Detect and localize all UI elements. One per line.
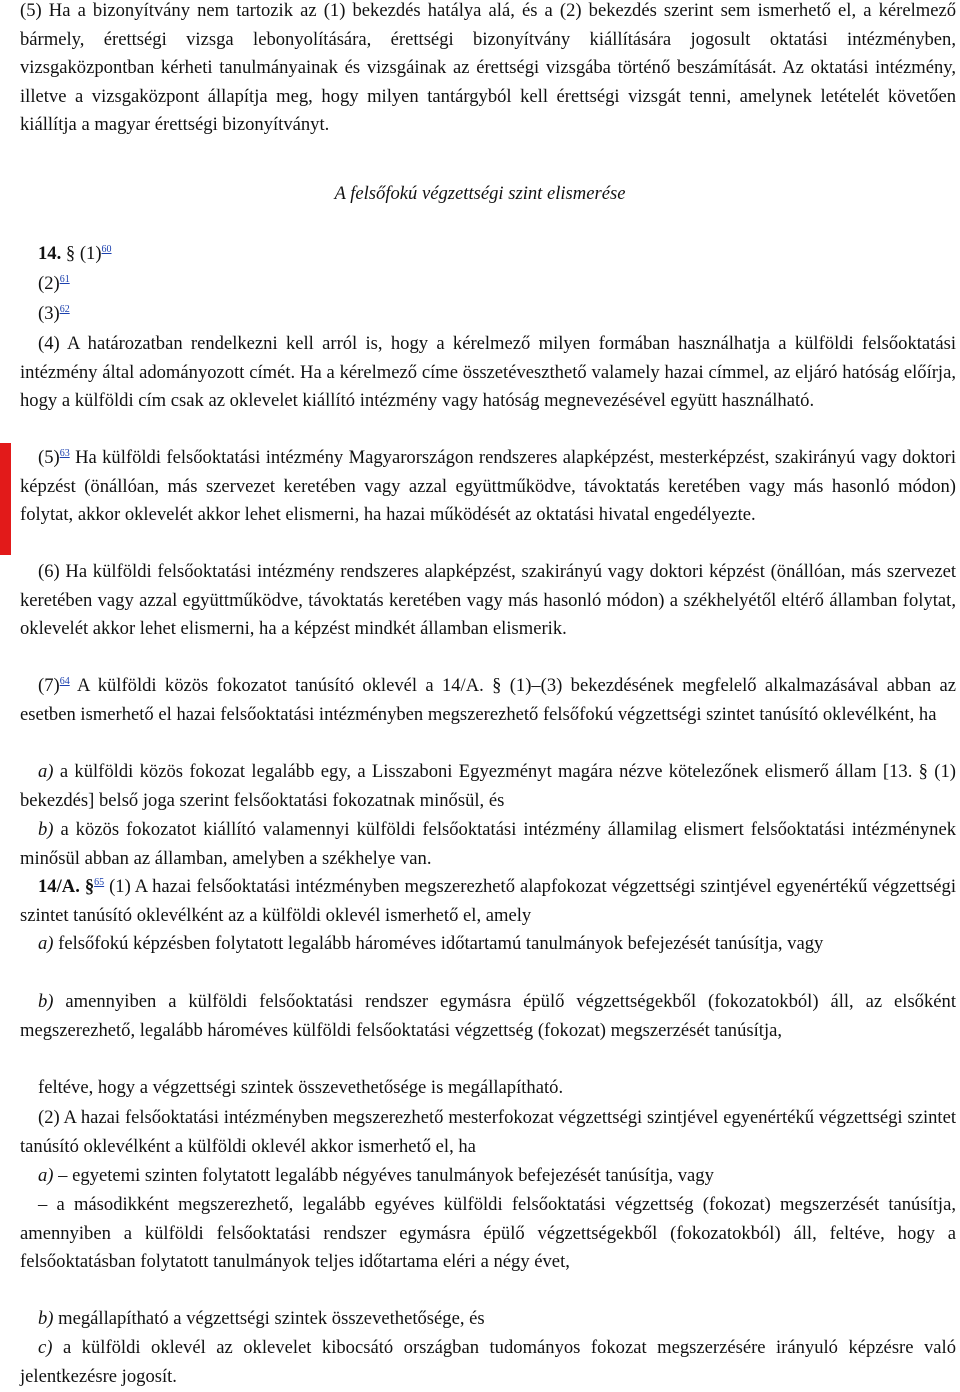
footnote-link-65[interactable]: 65 xyxy=(94,876,105,888)
point-mark: b) xyxy=(38,991,54,1012)
subsection-text: (1) A hazai felsőoktatási intézményben megszerezhető alapfokozat végzettségi szintjével egyenértékű végzettségi szintet tanúsító oklevélként az a külföldi oklevél ismerhető el, amely xyxy=(20,876,956,926)
section-14a-2-a-dash2: – a másodikként megszerezhető, legalább egyéves külföldi felsőoktatási végzettség (fokozat) megszerzését tanúsítja, amennyiben a külföldi felsőoktatási rendszer egymásra épülő végzettségekből (fokozatokból) áll, feltéve, hogy a felsőoktatásban folytatott tanulmányok teljes időtartama eléri a négy évet, xyxy=(20,1194,956,1273)
point-mark: c) xyxy=(38,1337,53,1358)
section-14a-2-c xyxy=(20,1334,956,1391)
point-mark: a) xyxy=(38,761,54,782)
section-14-4: (4) A határozatban rendelkezni kell arról is, hogy a kérelmező milyen formában használhatja a külföldi felsőoktatási intézmény által adományozott címét. Ha a kérelmező címe összetéveszthető valamely hazai címmel, az eljáró hatóság előírja, hogy a külföldi cím csak az oklevelet kiállító intézmény vagy hatóság megnevezésével együtt használható. xyxy=(20,333,956,412)
point-text: a külföldi közös fokozat legalább egy, a Lisszaboni Egyezményt magára nézve kötelezőnek elismerő állam [13. § (1) bekezdés] belső joga szerint felsőoktatási fokozatnak minősül, és xyxy=(20,761,956,811)
footnote-link-61[interactable]: 61 xyxy=(59,273,70,285)
section-14a-2: (2) A hazai felsőoktatási intézményben megszerezhető mesterfokozat végzettségi szintjével egyenértékű végzettségi szintet tanúsító oklevélként a külföldi oklevél akkor ismerhető el, ha xyxy=(20,1107,956,1157)
subsection-label: (1) xyxy=(79,243,102,264)
footnote-link-64[interactable]: 64 xyxy=(59,675,70,687)
section-14-2 xyxy=(38,270,956,299)
section-14a-1-tail: feltéve, hogy a végzettségi szintek összevethetősége is megállapítható. xyxy=(38,1077,564,1098)
section-14a-1 xyxy=(20,873,956,930)
subsection-text: A külföldi közös fokozatot tanúsító oklevél a 14/A. § (1)–(3) bekezdésének megfelelő alkalmazásával abban az esetben ismerhető el hazai felsőoktatási intézményben megszerezhető felsőfokú végzettségi szintet tanúsító oklevélként, ha xyxy=(20,675,956,725)
paragraph-13-5: (5) Ha a bizonyítvány nem tartozik az (1) bekezdés hatálya alá, és a (2) bekezdés szerint sem ismerhető el, a kérelmező bármely, érettségi vizsga lebonyolítására, érettségi bizonyítvány kiállítására jogosult oktatási intézményben, vizsgaközpontban kérheti tanulmányainak és vizsgáinak az érettségi vizsgába történő beszámítását. Az oktatási intézmény, illetve a vizsgaközpont állapítja meg, hogy milyen tantárgyból kell érettségi vizsgát tenni, amelynek letételét követően kiállítja a magyar érettségi bizonyítványt. xyxy=(20,0,956,136)
point-text: a külföldi oklevél az oklevelet kibocsátó országban tudományos fokozat megszerzésére irányuló képzésre való jelentkezésre jogosít. xyxy=(20,1337,956,1387)
section-14-5 xyxy=(20,444,956,530)
section-heading: A felsőfokú végzettségi szint elismerése xyxy=(334,183,626,204)
section-14a-1-b xyxy=(20,988,956,1045)
point-mark: a) xyxy=(38,933,54,954)
subsection-label: (3) xyxy=(38,303,60,324)
amendment-change-bar xyxy=(0,443,11,555)
point-mark: a) xyxy=(38,1165,54,1186)
section-14a-1-a xyxy=(20,930,956,959)
section-number: 14/A. xyxy=(38,876,80,897)
section-14a-2-a xyxy=(20,1162,956,1191)
point-text: – egyetemi szinten folytatott legalább négyéves tanulmányok befejezését tanúsítja, vagy xyxy=(53,1165,714,1186)
section-sign: § xyxy=(65,243,76,264)
section-14-7-a xyxy=(20,758,956,815)
point-mark: b) xyxy=(38,819,54,840)
subsection-label: (7) xyxy=(38,675,60,696)
section-14-1 xyxy=(38,240,956,269)
section-14-7-b xyxy=(20,816,956,873)
point-text: megállapítható a végzettségi szintek összevethetősége, és xyxy=(53,1308,485,1329)
footnote-link-62[interactable]: 62 xyxy=(59,303,70,315)
section-14-6: (6) Ha külföldi felsőoktatási intézmény rendszeres alapképzést, szakirányú vagy doktori képzést (önállóan, más szervezet keretében vagy azzal együttműködve, távoktatás keretében vagy más hasonló módon) a székhelyétől eltérő államban folytat, oklevelét akkor lehet elismerni, ha a képzést mindkét államban elismerik. xyxy=(20,561,956,640)
subsection-text: Ha külföldi felsőoktatási intézmény Magyarországon rendszeres alapképzést, mesterképzést, szakirányú vagy doktori képzést (önállóan, más szervezet keretében vagy azzal együttműködve, távoktatás keretében vagy más hasonló módon) folytat, akkor oklevelét akkor lehet elismerni, ha hazai működését az oktatási hivatal engedélyezte. xyxy=(20,447,956,526)
section-sign: § xyxy=(84,876,95,897)
section-14a-2-b xyxy=(20,1305,956,1334)
point-text: a közös fokozatot kiállító valamennyi külföldi felsőoktatási intézmény államilag elismert felsőoktatási intézménynek minősül abban az államban, amelyben a székhelye van. xyxy=(20,819,956,869)
footnote-link-63[interactable]: 63 xyxy=(59,447,70,459)
point-mark: b) xyxy=(38,1308,54,1329)
subsection-label: (5) xyxy=(38,447,60,468)
footnote-link-60[interactable]: 60 xyxy=(101,243,112,255)
section-14-3 xyxy=(38,300,956,329)
subsection-label: (2) xyxy=(38,273,60,294)
point-text: felsőfokú képzésben folytatott legalább hároméves időtartamú tanulmányok befejezését tanúsítja, vagy xyxy=(53,933,824,954)
section-14-7 xyxy=(20,672,956,729)
point-text: amennyiben a külföldi felsőoktatási rendszer egymásra épülő végzettségekből (fokozatokból) áll, az elsőként megszerezhető, legalább hároméves külföldi felsőoktatási végzettség (fokozat) megszerzését tanúsítja, xyxy=(20,991,956,1041)
section-number: 14. xyxy=(38,243,62,264)
